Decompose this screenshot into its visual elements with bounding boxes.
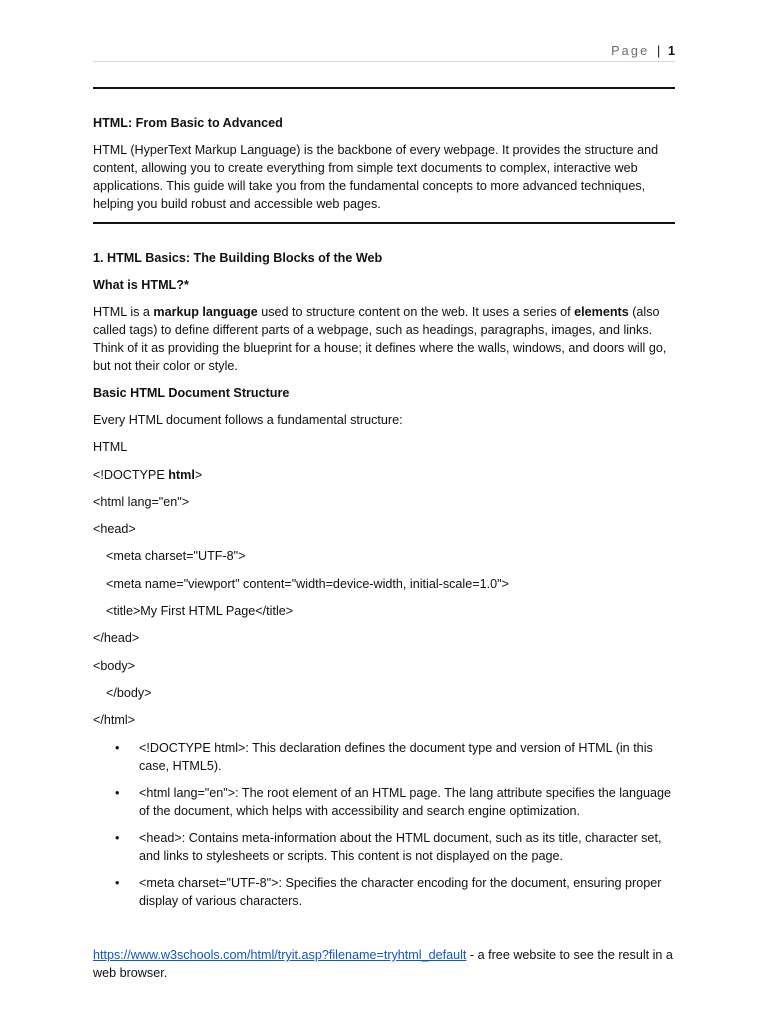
structure-intro: Every HTML document follows a fundamental structure:	[93, 413, 403, 427]
bold-term-markup-language: markup language	[153, 305, 258, 319]
code-line-meta-charset: <meta charset="UTF-8">	[106, 549, 246, 563]
footer-note-text: - a free website to see the result in a web browser.	[93, 948, 673, 980]
list-item-text: <meta charset="UTF-8">: Specifies the character encoding for the document, ensuring proper display of various characters.	[139, 876, 662, 908]
list-item-text: <head>: Contains meta-information about the HTML document, such as its title, character set, and links to stylesheets or scripts. This content is not displayed on the page.	[139, 831, 662, 863]
list-item	[93, 829, 675, 865]
text-run: used to structure content on the web. It uses a series of	[257, 305, 575, 319]
list-item	[93, 784, 675, 820]
subsection-heading-what-is: What is HTML?*	[93, 278, 189, 292]
bullet-marker: •	[115, 831, 120, 845]
text-run: HTML is a	[93, 305, 154, 319]
footer-note	[93, 946, 675, 982]
subsection-heading-structure: Basic HTML Document Structure	[93, 386, 290, 400]
page-header	[611, 42, 675, 60]
what-is-paragraph	[93, 303, 675, 375]
page-separator: |	[657, 44, 661, 58]
bullet-marker: •	[115, 786, 120, 800]
code-line-head-open: <head>	[93, 522, 136, 536]
list-item	[93, 739, 675, 775]
code-line-html-close: </html>	[93, 713, 135, 727]
bold-term-elements: elements	[574, 305, 629, 319]
header-divider	[93, 61, 675, 62]
code-line-html-open: <html lang="en">	[93, 495, 190, 509]
code-keyword: html	[168, 468, 195, 482]
top-divider	[93, 87, 675, 89]
text-run: (also called tags) to define different parts of a webpage, such as headings, paragraphs, images, and links. Think of it as providing the blueprint for a house; it defines where the walls, windows, and doors will go, but not their color or style.	[93, 305, 667, 373]
bullet-marker: •	[115, 741, 120, 755]
page-number: 1	[667, 44, 675, 58]
page-label: Page	[611, 44, 650, 58]
code-line-head-close: </head>	[93, 631, 140, 645]
list-item-text: <!DOCTYPE html>: This declaration defines the document type and version of HTML (in this case, HTML5).	[139, 741, 653, 773]
code-line-title: <title>My First HTML Page</title>	[106, 604, 294, 618]
document-title: HTML: From Basic to Advanced	[93, 116, 283, 130]
intro-divider	[93, 222, 675, 224]
code-language-label: HTML	[93, 440, 128, 454]
code-line-body-close: </body>	[106, 686, 152, 700]
section-heading: 1. HTML Basics: The Building Blocks of the Web	[93, 251, 383, 265]
intro-paragraph: HTML (HyperText Markup Language) is the backbone of every webpage. It provides the structure and content, allowing you to create everything from simple text documents to complex, interactive web applications. This guide will take you from the fundamental concepts to more advanced techniques, helping you build robust and accessible web pages.	[93, 143, 659, 211]
code-line-doctype	[93, 466, 202, 484]
list-item	[93, 874, 675, 910]
code-line-body-open: <body>	[93, 659, 136, 673]
bullet-list	[93, 739, 675, 919]
code-line-meta-viewport: <meta name="viewport" content="width=device-width, initial-scale=1.0">	[106, 577, 509, 591]
w3schools-link[interactable]: https://www.w3schools.com/html/tryit.asp?filename=tryhtml_default	[93, 948, 467, 962]
code-text: >	[194, 468, 203, 482]
bullet-marker: •	[115, 876, 120, 890]
list-item-text: <html lang="en">: The root element of an HTML page. The lang attribute specifies the language of the document, which helps with accessibility and search engine optimization.	[139, 786, 672, 818]
code-text: <!DOCTYPE	[93, 468, 169, 482]
